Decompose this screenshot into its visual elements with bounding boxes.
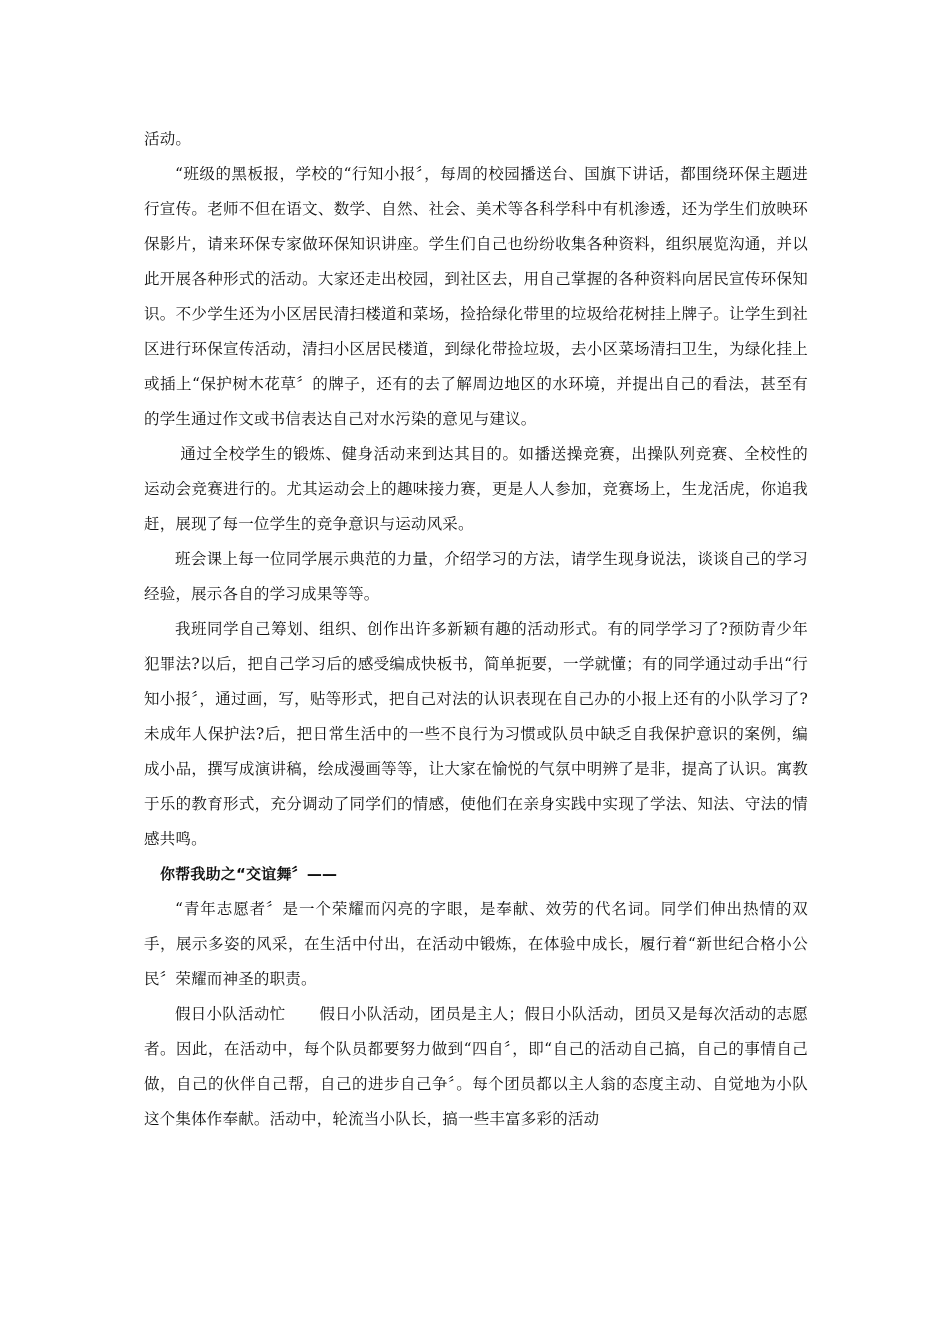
paragraph-holiday-team [144,997,808,1137]
paragraph-youth-volunteer: “青年志愿者〞是一个荣耀而闪亮的字眼，是奉献、效劳的代名词。同学们伸出热情的双手，展示多姿的风采，在生活中付出，在活动中锻炼，在体验中成长，履行着“新世纪合格小公民〞荣耀而神圣的职责。 [144,900,808,988]
section-heading: 你帮我助之“交谊舞〞—— [160,865,338,883]
subheading-holiday-team: 假日小队活动忙 [175,1005,286,1023]
paragraph-continuation: 活动。 [144,130,192,148]
paragraph-sports-activities: 通过全校学生的锻炼、健身活动来到达其目的。如播送操竞赛，出操队列竞赛、全校性的运动会竞赛进行的。尤其运动会上的趣味接力赛，更是人人参加，竞赛场上，生龙活虎，你追我赶，展现了每一位学生的竞争意识与运动风采。 [144,445,808,533]
paragraph-law-education: 我班同学自己筹划、组织、创作出许多新颖有趣的活动形式。有的同学学习了?预防青少年犯罪法?以后，把自己学习后的感受编成快板书，简单扼要，一学就懂；有的同学通过动手出“行知小报〞，通过画，写，贴等形式，把自己对法的认识表现在自己办的小报上还有的小队学习了?未成年人保护法?后，把日常生活中的一些不良行为习惯或队员中缺乏自我保护意识的案例，编成小品，撰写成演讲稿，绘成漫画等等，让大家在愉悦的气氛中明辨了是非，提高了认识。寓教于乐的教育形式，充分调动了同学们的情感，使他们在亲身实践中实现了学法、知法、守法的情感共鸣。 [144,620,808,848]
document-body [144,122,808,1137]
paragraph-class-meeting: 班会课上每一位同学展示典范的力量，介绍学习的方法，请学生现身说法，谈谈自己的学习经验，展示各自的学习成果等等。 [144,550,808,603]
paragraph-environmental-promotion: “班级的黑板报，学校的“行知小报〞，每周的校园播送台、国旗下讲话，都围绕环保主题进行宣传。老师不但在语文、数学、自然、社会、美术等各科学科中有机渗透，还为学生们放映环保影片，请来环保专家做环保知识讲座。学生们自己也纷纷收集各种资料，组织展览沟通，并以此开展各种形式的活动。大家还走出校园，到社区去，用自己掌握的各种资料向居民宣传环保知识。不少学生还为小区居民清扫楼道和菜场，捡拾绿化带里的垃圾给花树挂上牌子。让学生到社区进行环保宣传活动，清扫小区居民楼道，到绿化带捡垃圾，去小区菜场清扫卫生，为绿化挂上或插上“保护树木花草〞的牌子，还有的去了解周边地区的水环境，并提出自己的看法，甚至有的学生通过作文或书信表达自己对水污染的意见与建议。 [144,165,808,428]
holiday-team-text: 假日小队活动，团员是主人；假日小队活动，团员又是每次活动的志愿者。因此，在活动中，每个队员都要努力做到“四自〞，即“自己的活动自己搞，自己的事情自己做，自己的伙伴自己帮，自己的进步自己争〞。每个团员都以主人翁的态度主动、自觉地为小队这个集体作奉献。活动中，轮流当小队长，搞一些丰富多彩的活动 [144,1005,808,1128]
